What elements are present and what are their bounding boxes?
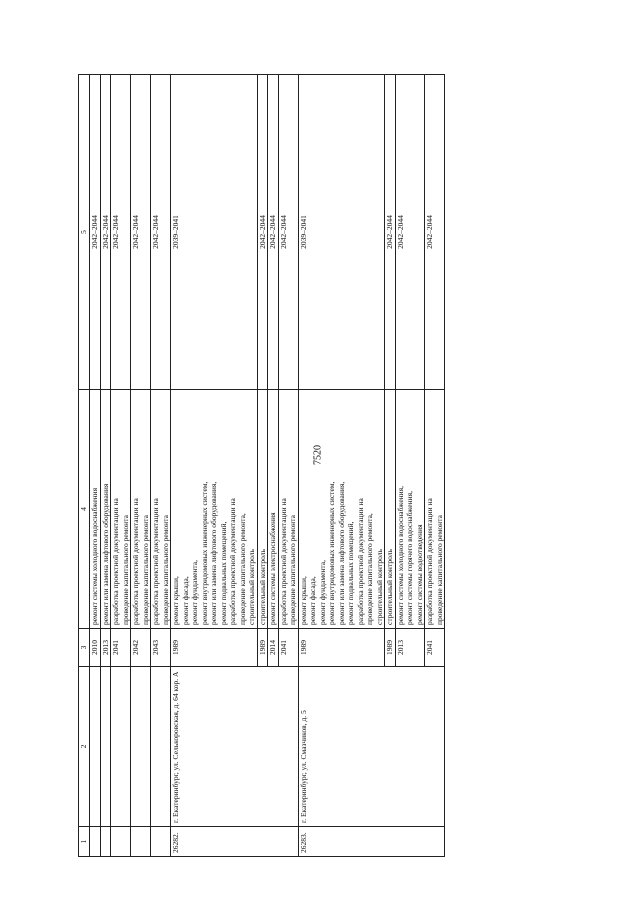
- year-cell: 1989: [385, 629, 396, 667]
- header-col-5: 5: [79, 75, 90, 390]
- year-cell: 2041: [111, 629, 131, 667]
- work-line: ремонт внутридомовых инженерных систем,: [327, 481, 336, 625]
- work-cell: [268, 390, 279, 629]
- work-line: ремонт системы водоотведения: [414, 524, 424, 625]
- period-cell: 2042–2044: [100, 75, 111, 390]
- work-line: проведение капитального ремонта,: [365, 513, 374, 625]
- year-cell: 1989: [171, 629, 258, 667]
- period-cell: 2042–2044: [111, 75, 131, 390]
- work-line: разработка проектной документации на: [425, 498, 434, 625]
- period-cell: 2042–2044: [131, 75, 151, 390]
- header-col-3: 3: [79, 629, 90, 667]
- work-line: ремонт или замена лифтового оборудования,: [209, 481, 218, 625]
- work-line: ремонт системы холодного водоснабжения,: [395, 485, 405, 625]
- address-cell: [131, 667, 151, 827]
- table-row: [131, 75, 151, 857]
- work-cell: [90, 390, 101, 629]
- work-line: разработка проектной документации на: [111, 498, 120, 625]
- period-cell: 2042–2044: [395, 75, 425, 390]
- work-line: ремонт фасада,: [308, 576, 317, 625]
- year-cell: 2042: [131, 629, 151, 667]
- work-line: ремонт фундамента,: [317, 560, 327, 625]
- work-line: ремонт системы холодного водоснабжения: [90, 487, 99, 625]
- work-line: ремонт подвальных помещений,: [218, 521, 228, 625]
- year-cell: 2014: [268, 629, 279, 667]
- work-line: разработка проектной документации на: [228, 498, 237, 625]
- work-line: разработка проектной документации на: [355, 498, 365, 625]
- period-cell: 2042–2044: [385, 75, 396, 390]
- work-cell: [278, 390, 298, 629]
- period-cell: 2039–2041: [171, 75, 258, 390]
- address-cell: [111, 667, 131, 827]
- rotated-table-wrapper: [78, 75, 445, 857]
- table-row: [151, 75, 171, 857]
- work-line: ремонт крыши,: [171, 576, 180, 625]
- period-cell: 2042–2044: [257, 75, 268, 390]
- work-cell: [171, 390, 258, 629]
- num-cell: [90, 827, 101, 857]
- period-cell: 2042–2044: [425, 75, 445, 390]
- table-row: [171, 75, 258, 857]
- year-cell: 2041: [425, 629, 445, 667]
- year-cell: 2013: [100, 629, 111, 667]
- work-cell: [395, 390, 425, 629]
- num-cell: [151, 827, 171, 857]
- work-line: проведение капитального ремонта,: [237, 513, 247, 625]
- repair-schedule-table: [78, 74, 445, 857]
- work-line: разработка проектной документации на: [131, 498, 140, 625]
- address-cell: [90, 667, 101, 827]
- year-cell: 2043: [151, 629, 171, 667]
- page-number: 7520: [312, 445, 324, 465]
- work-line: строительный контроль: [247, 549, 256, 625]
- address-cell: [100, 667, 111, 827]
- work-line: ремонт или замена лифтового оборудования,: [336, 481, 346, 625]
- work-cell: [100, 390, 111, 629]
- table-row: [90, 75, 101, 857]
- work-line: ремонт подвальных помещений,: [346, 521, 355, 625]
- work-line: строительный контроль: [257, 549, 267, 625]
- work-cell: [131, 390, 151, 629]
- work-cell: [111, 390, 131, 629]
- work-line: строительный контроль: [385, 549, 394, 625]
- work-line: проведение капитального ремонта: [288, 515, 297, 625]
- work-line: ремонт системы горячего водоснабжения,: [405, 491, 414, 625]
- work-line: проведение капитального ремонта: [160, 515, 170, 625]
- building-address: г. Екатеринбург, ул. Селькоровская, д. 64 кор. А: [171, 667, 299, 827]
- work-line: ремонт системы электроснабжения: [268, 512, 277, 625]
- building-number: 26283.: [298, 827, 445, 857]
- year-cell: 2010: [90, 629, 101, 667]
- building-number: 26282.: [171, 827, 299, 857]
- work-cell: [425, 390, 445, 629]
- work-line: ремонт крыши,: [298, 576, 308, 625]
- num-cell: [111, 827, 131, 857]
- year-cell: 2013: [395, 629, 425, 667]
- work-line: разработка проектной документации на: [151, 498, 160, 625]
- table-row: [100, 75, 111, 857]
- table-body: [79, 75, 445, 857]
- work-cell: [257, 390, 268, 629]
- period-cell: 2039–2041: [298, 75, 385, 390]
- work-cell: [151, 390, 171, 629]
- period-cell: 2042–2044: [268, 75, 279, 390]
- work-line: строительный контроль: [374, 549, 384, 625]
- year-cell: 1989: [257, 629, 268, 667]
- header-col-1: 1: [79, 827, 90, 857]
- work-line: ремонт или замена лифтового оборудования: [100, 483, 110, 625]
- header-col-2: 2: [79, 667, 90, 827]
- table-row: [111, 75, 131, 857]
- period-cell: 2042–2044: [278, 75, 298, 390]
- work-line: ремонт внутридомовых инженерных систем,: [199, 481, 209, 625]
- period-cell: 2042–2044: [151, 75, 171, 390]
- header-row: [79, 75, 90, 857]
- period-cell: 2042–2044: [90, 75, 101, 390]
- work-line: разработка проектной документации на: [278, 498, 288, 625]
- work-line: проведение капитального ремонта: [434, 515, 444, 625]
- num-cell: [131, 827, 151, 857]
- work-cell: [298, 390, 385, 629]
- work-line: ремонт фундамента,: [190, 560, 199, 625]
- header-col-4: 4: [79, 390, 90, 629]
- work-cell: [385, 390, 396, 629]
- year-cell: 1989: [298, 629, 385, 667]
- building-address: г. Екатеринбург, ул. Смазчиков, д. 5: [298, 667, 445, 827]
- table-row: [298, 75, 385, 857]
- work-line: проведение капитального ремонта: [120, 515, 130, 625]
- num-cell: [100, 827, 111, 857]
- work-line: ремонт фасада,: [180, 576, 190, 625]
- address-cell: [151, 667, 171, 827]
- year-cell: 2041: [278, 629, 298, 667]
- work-line: проведение капитального ремонта: [140, 515, 150, 625]
